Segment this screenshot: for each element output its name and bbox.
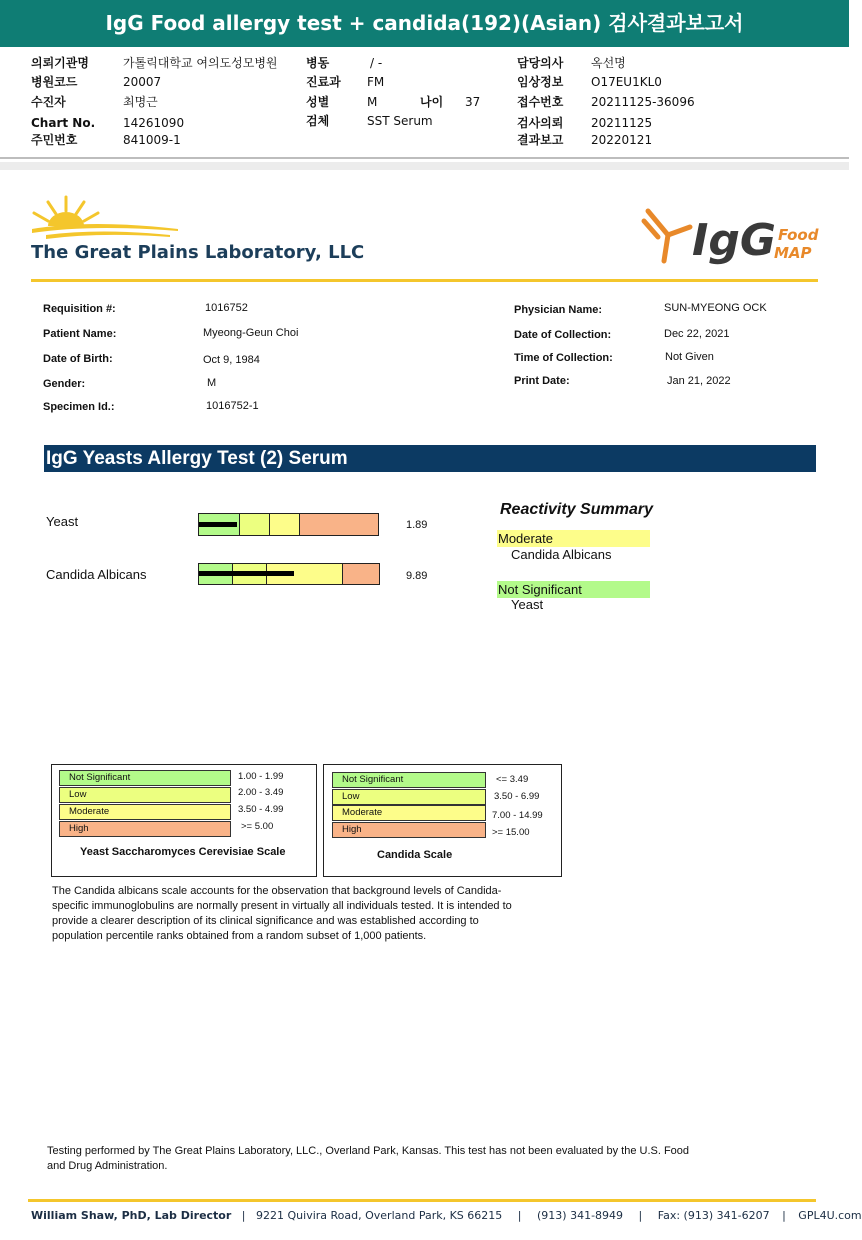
print-date-label: Print Date: <box>514 375 570 387</box>
yeast-scale-row: Not Significant <box>59 770 231 786</box>
physician-label: Physician Name: <box>514 304 603 316</box>
specimen-type-value: SST Serum <box>367 114 433 128</box>
patient-label: 수진자 <box>31 95 66 109</box>
collection-time-value: Not Given <box>665 351 714 363</box>
header-divider <box>0 157 849 159</box>
dob-label: Date of Birth: <box>43 353 113 365</box>
chart-label: Chart No. <box>31 116 96 130</box>
department-label: 진료과 <box>306 75 341 89</box>
report-date-label: 결과보고 <box>517 133 564 147</box>
gender-label: Gender: <box>43 378 86 390</box>
patient-info <box>0 300 849 420</box>
yeast-scale-range: 2.00 - 3.49 <box>238 787 284 798</box>
lab-phone: (913) 341-8949 <box>537 1209 624 1222</box>
result-indicator-yeast <box>199 522 237 527</box>
hospital-code-value: 20007 <box>123 75 162 89</box>
yeast-scale-title: Yeast Saccharomyces Cerevisiae Scale <box>80 846 286 858</box>
gender-value: M <box>207 377 217 389</box>
candida-scale-row: Not Significant <box>332 772 486 788</box>
ward-value: / - <box>370 56 383 70</box>
footer-divider <box>28 1199 816 1202</box>
footer <box>31 1209 862 1225</box>
result-bar-candida <box>198 563 380 585</box>
request-label: 검사의뢰 <box>517 116 564 130</box>
candida-scale-box <box>323 764 562 877</box>
physician-value: SUN-MYEONG OCK <box>664 302 767 314</box>
footer-separator: | <box>782 1209 786 1222</box>
print-date-value: Jan 21, 2022 <box>667 375 731 387</box>
collection-date-value: Dec 22, 2021 <box>664 328 730 340</box>
report-title: IgG Food allergy test + candida(192)(Asian) 검사결과보고서 <box>105 11 744 35</box>
lab-fax: Fax: (913) 341-6207 <box>657 1209 770 1222</box>
candida-scale-row: High <box>332 822 486 838</box>
yeast-scale-range: 3.50 - 4.99 <box>238 804 284 815</box>
clinical-label: 임상정보 <box>517 75 564 89</box>
candida-scale-row: Low <box>332 789 486 805</box>
requisition-label: Requisition #: <box>43 303 116 315</box>
candida-scale-row: Moderate <box>332 805 486 821</box>
doctor-value: 옥선명 <box>591 56 626 70</box>
rrn-label: 주민번호 <box>31 133 78 147</box>
report-date-value: 20220121 <box>591 133 653 147</box>
collection-date-label: Date of Collection: <box>514 329 612 341</box>
clinical-value: O17EU1KL0 <box>591 75 662 89</box>
sun-logo-icon <box>30 193 180 243</box>
patient-name-value: Myeong-Geun Choi <box>203 327 299 339</box>
specimen-id-value: 1016752-1 <box>206 400 259 412</box>
lab-website[interactable]: GPL4U.com <box>798 1209 862 1222</box>
receipt-label: 접수번호 <box>517 95 564 109</box>
sex-value: M <box>367 95 378 109</box>
chart-value: 14261090 <box>123 116 185 130</box>
request-value: 20211125 <box>591 116 653 130</box>
candida-scale-range: >= 15.00 <box>492 827 530 838</box>
reactivity-not-significant-label: Not Significant <box>497 581 650 598</box>
result-bar-yeast <box>198 513 379 536</box>
institution-value: 가톨릭대학교 여의도성모병원 <box>123 56 278 70</box>
yeast-scale-box <box>51 764 317 877</box>
test-name-yeast: Yeast <box>46 514 79 529</box>
department-value: FM <box>367 75 385 89</box>
candida-scale-title: Candida Scale <box>377 849 453 861</box>
lab-name: The Great Plains Laboratory, LLC <box>31 242 365 263</box>
footer-separator: | <box>517 1209 522 1222</box>
receipt-value: 20211125-36096 <box>591 95 695 109</box>
header-divider-shadow <box>0 162 849 170</box>
section-title-bar <box>44 445 816 472</box>
igg-logo-text: IgG <box>692 215 776 266</box>
doctor-label: 담당의사 <box>517 56 564 70</box>
yeast-scale-row: Low <box>59 787 231 803</box>
report-title-bar <box>0 0 849 47</box>
igg-logo-map: MAP <box>774 244 812 262</box>
igg-logo-food: Food <box>778 226 819 244</box>
reactivity-not-significant-item: Yeast <box>511 597 544 612</box>
logo-divider <box>31 279 818 282</box>
collection-time-label: Time of Collection: <box>514 352 613 364</box>
footer-separator: | <box>638 1209 643 1222</box>
reactivity-moderate-item: Candida Albicans <box>511 547 612 562</box>
yeast-scale-row: High <box>59 821 231 837</box>
yeast-scale-range: 1.00 - 1.99 <box>238 771 284 782</box>
reactivity-summary-title: Reactivity Summary <box>500 501 653 518</box>
age-value: 37 <box>465 95 481 109</box>
specimen-type-label: 검체 <box>306 114 330 128</box>
yeast-scale-row: Moderate <box>59 804 231 820</box>
requisition-value: 1016752 <box>205 302 248 314</box>
patient-value: 최명근 <box>123 95 158 109</box>
candida-scale-range: <= 3.49 <box>496 774 529 785</box>
test-name-candida: Candida Albicans <box>46 567 147 582</box>
test-value-candida: 9.89 <box>406 570 428 582</box>
sex-label: 성별 <box>306 95 330 109</box>
specimen-id-label: Specimen Id.: <box>43 401 115 413</box>
lab-address: 9221 Quivira Road, Overland Park, KS 66215 <box>256 1209 503 1222</box>
candida-scale-range: 7.00 - 14.99 <box>492 810 543 821</box>
result-indicator-candida <box>199 571 294 576</box>
candida-scale-note: The Candida albicans scale accounts for the observation that background levels of Candida-specific immunoglobulins are normally present in virtually all individuals tested. It is intended to provide a clearer description of its clinical significance and was established according to population percentile ranks obtained from a random subset of 1,000 patients. <box>52 885 512 942</box>
test-value-yeast: 1.89 <box>406 519 428 531</box>
lab-director: William Shaw, PhD, Lab Director <box>31 1209 232 1222</box>
report-header <box>0 54 849 154</box>
section-title: IgG Yeasts Allergy Test (2) Serum <box>46 448 348 469</box>
candida-scale-range: 3.50 - 6.99 <box>494 791 540 802</box>
antibody-icon <box>640 205 698 267</box>
patient-name-label: Patient Name: <box>43 328 117 340</box>
reactivity-moderate-label: Moderate <box>497 530 650 547</box>
fda-disclaimer: Testing performed by The Great Plains Laboratory, LLC., Overland Park, Kansas. This test has not been evaluated by the U.S. Food and Drug Administration. <box>47 1145 690 1172</box>
dob-value: Oct 9, 1984 <box>203 354 260 366</box>
age-label: 나이 <box>420 95 444 109</box>
hospital-code-label: 병원코드 <box>31 75 78 89</box>
ward-label: 병동 <box>306 56 330 70</box>
yeast-scale-range: >= 5.00 <box>241 821 274 832</box>
footer-separator: | <box>241 1209 246 1222</box>
institution-label: 의뢰기관명 <box>31 56 89 70</box>
rrn-value: 841009-1 <box>123 133 181 147</box>
